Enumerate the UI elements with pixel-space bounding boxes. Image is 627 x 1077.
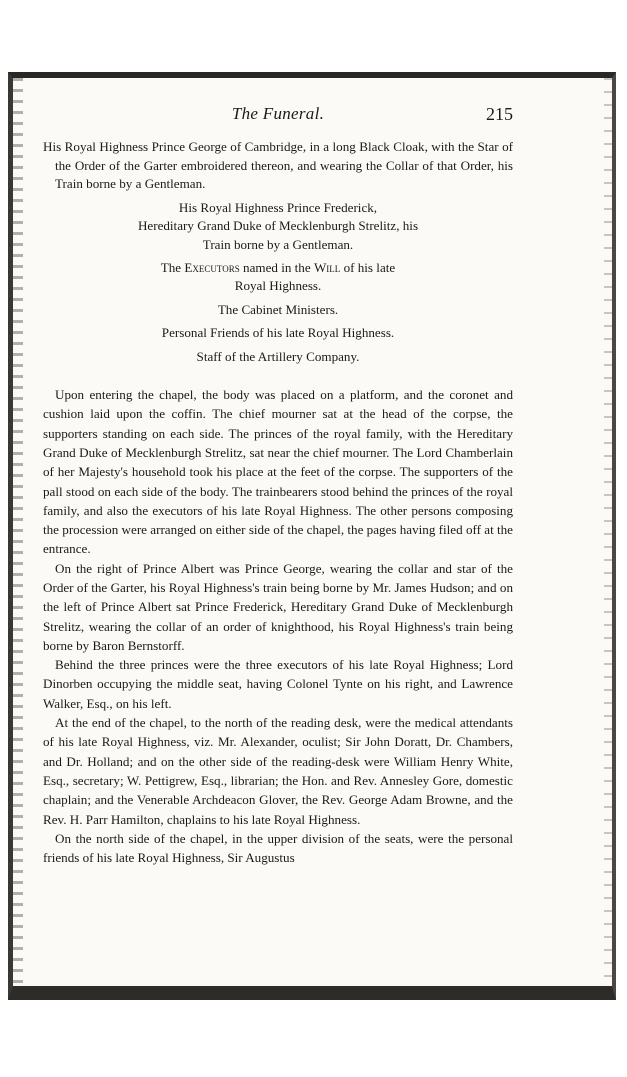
paragraph-medical: At the end of the chapel, to the north of the reading desk, were the medical attendants of his late Royal Highness, viz. Mr. Alexander, oculist; Sir John Doratt, Dr. Chambers, and Dr. Holland; and on the other side of the reading-desk were William Henry White, Esq., secretary; W. Pettigrew, Esq., librarian; the Hon. and Rev. Annesley Gore, domestic chaplain; and the Venerable Archdeacon Glover, the Rev. George Adam Browne, and the Rev. H. Parr Hamilton, chaplains to his late Royal Highness. <box>43 715 513 827</box>
page-content <box>43 104 513 867</box>
procession-cabinet: The Cabinet Ministers. <box>217 301 339 317</box>
running-title: The Funeral. <box>231 104 325 123</box>
paragraph-executors: Behind the three princes were the three executors of his late Royal Highness; Lord Dinorben occupying the middle seat, having Colonel Tynte on his right, and Lawrence Walker, Esq., on his left. <box>43 657 513 711</box>
executors-named: named in the <box>239 260 314 275</box>
procession-prince-frederick <box>43 199 513 254</box>
executors-line-1 <box>43 259 513 277</box>
executors-rest: of his late <box>340 260 396 275</box>
paragraph-chapel-entry: Upon entering the chapel, the body was placed on a platform, and the coronet and cushion laid upon the coffin. The chief mourner sat at the head of the corpse, the supporters standing on each side. The princes of the royal family, with the Hereditary Grand Duke of Mecklenburgh Strelitz, sat near the chief mourner. The Lord Chamberlain of her Majesty's household took his place at the feet of the corpse. The supporters of the pall stood on each side of the body. The trainbearers stood behind the princes of the royal family, and also the executors of his late Royal Highness. The other persons composing the procession were arranged on either side of the chapel, the pages having filed off at the entrance. <box>43 387 513 557</box>
executors-the: The <box>160 260 185 275</box>
paragraph-north-side: On the north side of the chapel, in the upper division of the seats, were the personal friends of his late Royal Highness, Sir Augustus <box>43 830 513 866</box>
executors-line-2: Royal Highness. <box>234 278 322 294</box>
frederick-line-1: His Royal Highness Prince Frederick, <box>178 199 378 215</box>
scanned-page <box>8 72 616 1000</box>
frederick-line-3: Train borne by a Gentleman. <box>202 236 354 252</box>
executors-word: Executors <box>184 260 240 275</box>
procession-friends: Personal Friends of his late Royal Highness. <box>161 325 395 341</box>
procession-staff: Staff of the Artillery Company. <box>196 348 360 364</box>
procession-prince-george: His Royal Highness Prince George of Cambridge, in a long Black Cloak, with the Star of the Order of the Garter embroidered thereon, and wearing the Collar of that Order, his Train borne by a Gentleman. <box>43 139 513 192</box>
running-header <box>43 104 513 132</box>
paragraph-prince-albert: On the right of Prince Albert was Prince George, wearing the collar and star of the Order of the Garter, his Royal Highness's train being borne by Mr. James Hudson; and on the left of Prince Albert sat Prince Frederick, Hereditary Grand Duke of Mecklenburgh Strelitz, wearing the collar of an order of knighthood, his Royal Highness's train being borne by Baron Bernstorff. <box>43 560 513 653</box>
page-number: 215 <box>486 104 513 124</box>
page-edge-right <box>604 78 612 986</box>
procession-executors <box>43 259 513 296</box>
frederick-line-2: Hereditary Grand Duke of Mecklenburgh Strelitz, his <box>137 218 419 234</box>
will-word: Will <box>313 260 341 275</box>
section-gap <box>43 369 513 385</box>
page-edge-left <box>13 78 23 986</box>
